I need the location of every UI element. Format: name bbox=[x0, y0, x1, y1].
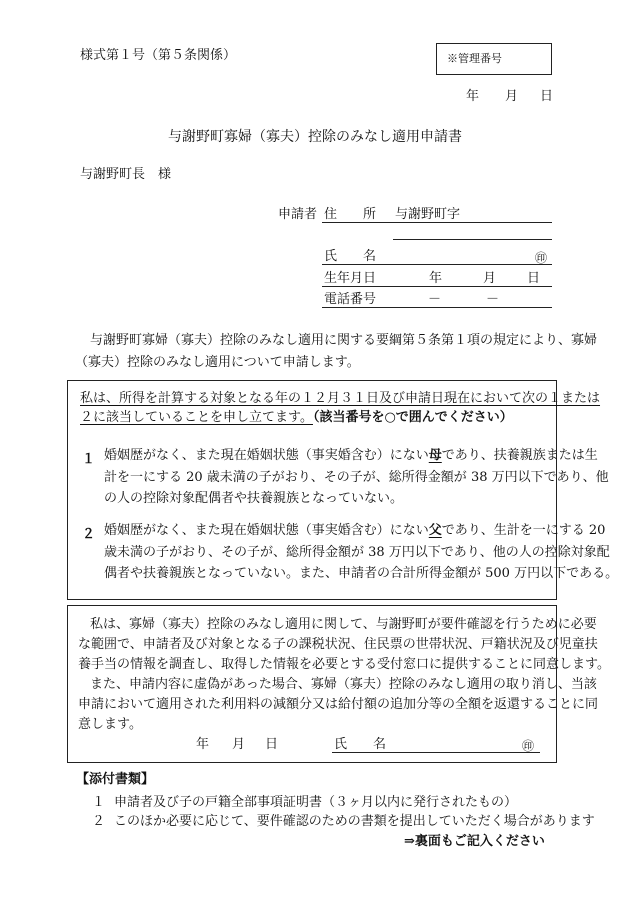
footer-note: ⇒裏面もご記入ください bbox=[404, 834, 545, 849]
header-date bbox=[0, 89, 630, 105]
item-2-number[interactable]: ２ bbox=[82, 527, 96, 542]
intro-line-2: （寡夫）控除のみなし適用について申請します。 bbox=[75, 355, 360, 370]
management-number-label: ※管理番号 bbox=[447, 52, 502, 65]
item-1-keyword-mother: 母 bbox=[428, 448, 442, 463]
page-title: 与謝野町寡婦（寡夫）控除のみなし適用申請書 bbox=[168, 129, 462, 145]
header-date-month: 月 bbox=[505, 89, 519, 104]
item-1-line-2: 計を一にする 20 歳未満の子がおり、その子が、総所得金額が 38 万円以下であり、他 bbox=[104, 470, 609, 485]
name-label: 氏 名 bbox=[324, 249, 377, 264]
consent-date-month: 月 bbox=[232, 737, 246, 752]
item-1-line-1-b: であり、扶養親族または生 bbox=[441, 448, 598, 463]
declaration-line-1-text: 私は、所得を計算する対象となる年の１２月３１日及び申請日現在において次の１または bbox=[80, 391, 601, 406]
item-1-line-1-a: 婚姻歴がなく、また現在婚姻状態（事実婚含む）にない bbox=[104, 448, 429, 463]
phone-underline[interactable] bbox=[322, 307, 552, 308]
address-label: 住 所 bbox=[324, 207, 377, 222]
consent-line-2: な範囲で、申請者及び対象となる子の課税状況、住民票の世帯状況、戸籍状況及び児童扶 bbox=[78, 637, 598, 652]
seal-mark: ㊞ bbox=[535, 251, 548, 265]
consent-date-day: 日 bbox=[265, 737, 279, 752]
consent-date-year: 年 bbox=[196, 737, 210, 752]
item-2-line-1-a: 婚姻歴がなく、また現在婚姻状態（事実婚含む）にない bbox=[104, 523, 429, 538]
consent-name-label: 氏 名 bbox=[334, 737, 387, 752]
address-underline bbox=[322, 222, 552, 223]
consent-line-3: 養手当の情報を調査し、取得した情報を必要とする受付窓口に提供することに同意します。 bbox=[78, 657, 610, 672]
attachments-heading: 【添付書類】 bbox=[76, 772, 155, 787]
declaration-line-2-text: ２に該当していることを申し立てます。 bbox=[80, 410, 313, 425]
item-2-keyword-father: 父 bbox=[428, 523, 442, 538]
attachment-1-number: １ bbox=[92, 795, 106, 810]
phone-separator-2: － bbox=[486, 292, 500, 307]
item-1-line-3: の人の控除対象配偶者や扶養親族となっていない。 bbox=[104, 491, 404, 506]
consent-name-underline[interactable] bbox=[332, 752, 540, 753]
name-underline[interactable] bbox=[322, 264, 552, 265]
consent-line-1: 私は、寡婦（寡夫）控除のみなし適用に関して、与謝野町が要件確認を行うために必要 bbox=[90, 617, 597, 632]
item-2-line-2: 歳未満の子がおり、その子が、総所得金額が 38 万円以下であり、他の人の控除対象配 bbox=[104, 545, 610, 560]
management-number-box bbox=[436, 43, 552, 75]
item-1-line-1 bbox=[104, 448, 598, 464]
addressee: 与謝野町長 様 bbox=[80, 167, 172, 182]
birth-month: 月 bbox=[483, 271, 497, 286]
item-2-line-3: 偶者や扶養親族となっていない。また、申請者の合計所得金額が 500 万円以下である。 bbox=[104, 566, 619, 581]
consent-line-5: 申請において適用された利用料の減額分又は給付額の追加分等の全額を返還することに同 bbox=[78, 697, 599, 712]
address-underline-2[interactable] bbox=[393, 239, 552, 240]
declaration-line-2 bbox=[80, 410, 513, 426]
consent-line-6: 意します。 bbox=[78, 717, 142, 732]
phone-separator-1: － bbox=[428, 292, 442, 307]
declaration-line-1 bbox=[80, 391, 600, 407]
attachment-1-text: 申請者及び子の戸籍全部事項証明書（３ヶ月以内に発行されたもの） bbox=[114, 795, 518, 810]
header-date-day: 日 bbox=[540, 89, 554, 104]
address-value[interactable]: 与謝野町字 bbox=[395, 207, 461, 222]
intro-line-1: 与謝野町寡婦（寡夫）控除のみなし適用に関する要綱第５条第１項の規定により、寡婦 bbox=[90, 333, 598, 348]
phone-label: 電話番号 bbox=[324, 292, 377, 307]
item-2-line-1-b: であり、生計を一にする 20 bbox=[441, 523, 606, 538]
header-date-year: 年 bbox=[466, 89, 480, 104]
declaration-instruction: （該当番号を○で囲んでください） bbox=[312, 410, 513, 425]
attachment-2-number: ２ bbox=[92, 814, 106, 829]
item-1-number[interactable]: １ bbox=[82, 452, 96, 467]
item-2-line-1 bbox=[104, 523, 605, 539]
form-number: 様式第１号（第５条関係） bbox=[80, 48, 237, 63]
birthdate-label: 生年月日 bbox=[324, 271, 377, 286]
consent-seal-mark: ㊞ bbox=[522, 739, 535, 753]
birth-year: 年 bbox=[429, 271, 443, 286]
attachment-2-text: このほか必要に応じて、要件確認のための書類を提出していただく場合があります bbox=[114, 814, 595, 829]
applicant-label: 申請者 bbox=[278, 207, 318, 222]
birthdate-underline[interactable] bbox=[322, 286, 552, 287]
birth-day: 日 bbox=[527, 271, 541, 286]
consent-line-4: また、申請内容に虚偽があった場合、寡婦（寡夫）控除のみなし適用の取り消し、当該 bbox=[90, 677, 597, 692]
